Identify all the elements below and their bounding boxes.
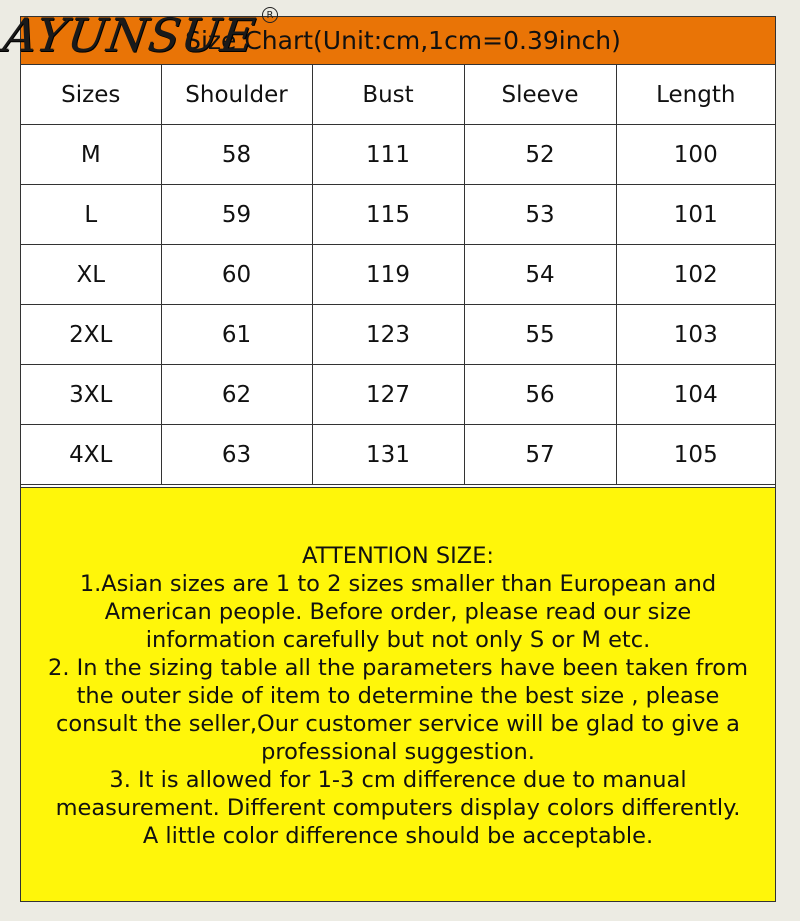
notes-line: 1.Asian sizes are 1 to 2 sizes smaller than European and (79, 571, 717, 597)
cell-bust: 111 (312, 125, 464, 185)
cell-shoulder: 60 (161, 245, 312, 305)
notes-line: 2. In the sizing table all the parameters have been taken from (48, 655, 748, 681)
cell-shoulder: 61 (161, 305, 312, 365)
cell-shoulder: 63 (161, 425, 312, 485)
chart-title: Size Chart(Unit:cm,1cm=0.39inch) (21, 17, 775, 65)
cell-length: 104 (616, 365, 775, 425)
notes-line: measurement. Different computers display colors differently. (55, 795, 741, 821)
notes-line: information carefully but not only S or M etc. (145, 627, 651, 653)
cell-sleeve: 53 (464, 185, 616, 245)
brand-logo: AYUNSUE (0, 8, 260, 62)
cell-length: 101 (616, 185, 775, 245)
header-sizes: Sizes (21, 65, 161, 125)
cell-length: 105 (616, 425, 775, 485)
notes-heading: ATTENTION SIZE: (302, 543, 494, 569)
cell-shoulder: 62 (161, 365, 312, 425)
table-row (21, 305, 775, 365)
table-row (21, 365, 775, 425)
table-row (21, 185, 775, 245)
cell-sleeve: 54 (464, 245, 616, 305)
header-shoulder: Shoulder (161, 65, 312, 125)
cell-sleeve: 56 (464, 365, 616, 425)
cell-sleeve: 57 (464, 425, 616, 485)
cell-size: 2XL (21, 305, 161, 365)
header-sleeve: Sleeve (464, 65, 616, 125)
header-length: Length (616, 65, 775, 125)
table-row (21, 125, 775, 185)
cell-sleeve: 52 (464, 125, 616, 185)
cell-length: 100 (616, 125, 775, 185)
notes-line: American people. Before order, please read our size (104, 599, 692, 625)
size-table (21, 65, 775, 485)
cell-bust: 119 (312, 245, 464, 305)
cell-size: XL (21, 245, 161, 305)
cell-size: 3XL (21, 365, 161, 425)
cell-length: 102 (616, 245, 775, 305)
size-chart (20, 16, 776, 902)
table-header-row (21, 65, 775, 125)
cell-size: M (21, 125, 161, 185)
table-row (21, 245, 775, 305)
cell-shoulder: 58 (161, 125, 312, 185)
table-row (21, 425, 775, 485)
cell-size: 4XL (21, 425, 161, 485)
notes-line: consult the seller,Our customer service will be glad to give a (56, 711, 740, 737)
cell-bust: 131 (312, 425, 464, 485)
cell-shoulder: 59 (161, 185, 312, 245)
header-bust: Bust (312, 65, 464, 125)
cell-sleeve: 55 (464, 305, 616, 365)
cell-length: 103 (616, 305, 775, 365)
registered-mark-icon: R (262, 7, 278, 23)
cell-size: L (21, 185, 161, 245)
cell-bust: 115 (312, 185, 464, 245)
cell-bust: 123 (312, 305, 464, 365)
attention-notes (21, 487, 775, 901)
cell-bust: 127 (312, 365, 464, 425)
notes-line: the outer side of item to determine the best size , please (76, 683, 720, 709)
notes-line: A little color difference should be acceptable. (142, 823, 654, 849)
notes-line: professional suggestion. (261, 739, 535, 765)
notes-line: 3. It is allowed for 1-3 cm difference due to manual (109, 767, 687, 793)
